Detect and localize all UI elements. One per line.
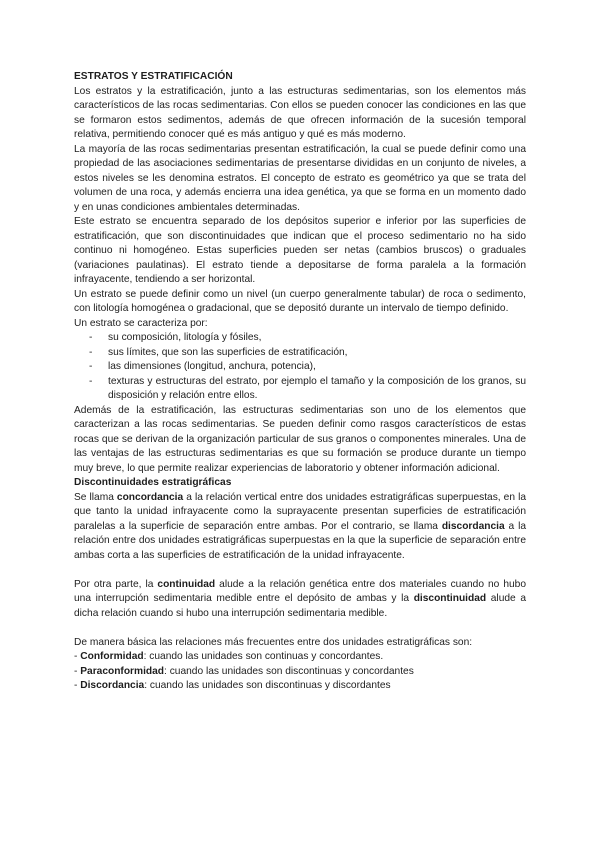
paragraph-intro: Los estratos y la estratificación, junto a las estructuras sedimentarias, son los elementos más característicos de las rocas sedimentarias. Con ellos se pueden conocer las condiciones en las que se formaron estos sedimentos, además de que ofrecen información de la sucesión temporal relativa, permitiendo conocer qué es más antiguo y qué es más moderno. [74,85,526,140]
paragraph-estructuras: Además de la estratificación, las estructuras sedimentarias son uno de los elementos que caracterizan a las rocas sedimentarias. Se pueden definir como rasgos característicos de estas rocas que se derivan de la organización particular de sus granos o componentes minerales. Una de las ventajas de las estructuras sedimentarias es que su formación se produce durante un tiempo muy breve, lo que permite realizar experiencias de laboratorio y obtener información adicional. [74,404,526,474]
document-body [74,70,526,694]
text-segment: a la relación entre dos unidades estratigráficas superpuestas en la que la superficie de separación entre ambas corta a las superficies de estratificación de la unidad infrayacente. [74,520,526,561]
list-item [74,650,526,665]
characteristics-list [74,331,526,404]
term-conformidad: Conformidad [80,651,144,662]
term-discordancia: discordancia [441,520,505,532]
term-paraconformidad: Paraconformidad [80,665,165,677]
section-title-discontinuidades: Discontinuidades estratigráficas [74,477,232,488]
term-discontinuidad: discontinuidad [413,593,487,604]
list-item: - las dimensiones (longitud, anchura, potencia), [74,360,526,375]
text-segment: Se llama [74,491,117,503]
term-description: : cuando las unidades son discontinuas y concordantes [164,665,414,677]
paragraph-concordancia [74,491,526,564]
paragraph-estratificacion: La mayoría de las rocas sedimentarias presentan estratificación, la cual se puede definir como una propiedad de las asociaciones sedimentarias de presentarse divididas en un conjunto de niveles, a estos niveles se les denomina estratos. El concepto de estrato es geométrico ya que se trata del volumen de una roca, y además encierra una idea genética, ya que se forma en un momento dado y en unas condiciones ambientales determinadas. [74,143,526,213]
list-dash: - [74,665,81,677]
text-segment: alude a dicha relación cuando si hubo una interrupción sedimentaria medible. [74,593,526,619]
relations-block [74,636,526,694]
list-item [74,665,526,680]
text-segment: alude a la relación genética entre dos materiales cuando no hubo una interrupción sedimentaria medible entre el depósito de ambas y la [74,578,526,604]
term-continuidad: continuidad [157,578,216,590]
term-concordancia: concordancia [116,491,184,503]
text-segment: Por otra parte, la [74,578,158,590]
paragraph-superficies: Este estrato se encuentra separado de los depósitos superior e inferior por las superficies de estratificación, que son discontinuidades que indican que el proceso sedimentario no ha sido continuo ni homogéneo. Estas superficies pueden ser netas (cambios bruscos) o graduales (variaciones paulatinas). El estrato tiende a depositarse de forma paralela a la formación infrayacente, tendiendo a ser horizontal. [74,216,526,285]
list-item: - sus límites, que son las superficies de estratificación, [74,346,526,361]
list-dash: - [74,680,81,691]
paragraph-relaciones: De manera básica las relaciones más frecuentes entre dos unidades estratigráficas son: [74,636,473,648]
paragraph-definicion-estrato: Un estrato se puede definir como un nivel (un cuerpo generalmente tabular) de roca o sedimento, con litología homogénea o gradacional, que se depositó durante un intervalo de tiempo definido. [74,288,526,314]
paragraph-continuidad [74,578,526,622]
term-discordancia-basic: Discordancia [80,680,145,691]
section-title-estratos: ESTRATOS Y ESTRATIFICACIÓN [74,71,233,82]
paragraph-caracteriza: Un estrato se caracteriza por: [74,317,208,329]
list-item [74,679,526,694]
term-description: : cuando las unidades son discontinuas y discordantes [144,680,391,691]
text-segment: a la relación vertical entre dos unidades estratigráficas superpuestas, en la que tanto la unidad infrayacente como la suprayacente presentan superficies de estratificación paralelas a la superficie de separación entre ambas. Por el contrario, se llama [74,491,526,532]
term-description: : cuando las unidades son continuas y concordantes. [143,651,384,662]
list-dash: - [74,651,81,662]
list-item: - su composición, litología y fósiles, [74,331,526,346]
list-item: - texturas y estructuras del estrato, por ejemplo el tamaño y la composición de los granos, su disposición y relación entre ellos. [74,375,526,404]
